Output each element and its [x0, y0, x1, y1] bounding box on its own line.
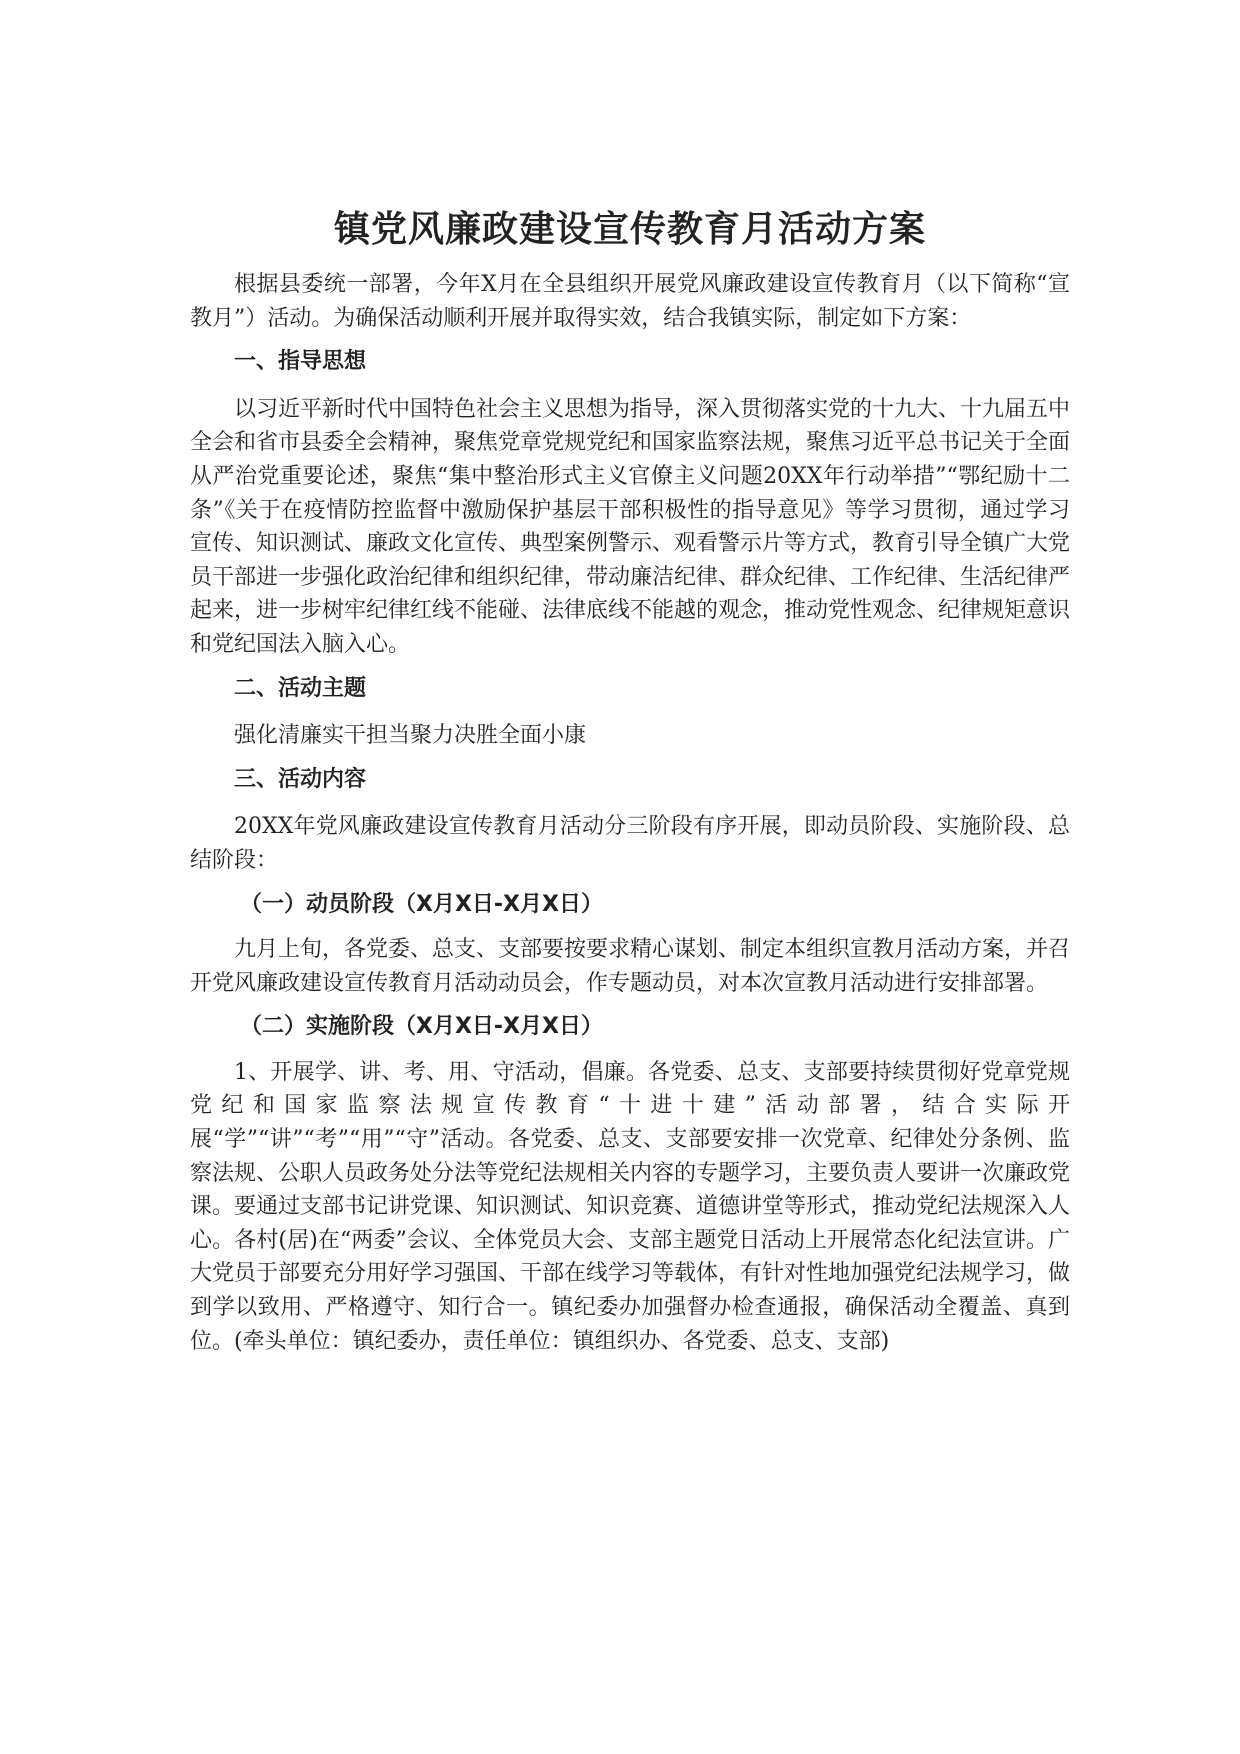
activity-theme-paragraph: 强化清廉实干担当聚力决胜全面小康 [234, 723, 587, 749]
intro-paragraph: 根据县委统一部署，今年X月在全县组织开展党风廉政建设宣传教育月（以下简称“宣教月”）活动。为确保活动顺利开展并取得实效，结合我镇实际，制定如下方案： [190, 272, 1070, 331]
document-body [190, 200, 1070, 1368]
guiding-thought-paragraph: 以习近平新时代中国特色社会主义思想为指导，深入贯彻落实党的十九大、十九届五中全会和省市县委全会精神，聚焦党章党规党纪和国家监察法规，聚焦习近平总书记关于全面从严治党重要论述，聚焦“集中整治形式主义官僚主义问题20XX年行动举措”“鄂纪励十二条”《关于在疫情防控监督中激励保护基层干部积极性的指导意见》等学习贯彻，通过学习宣传、知识测试、廉政文化宣传、典型案例警示、观看警示片等方式，教育引导全镇广大党员干部进一步强化政治纪律和组织纪律，带动廉洁纪律、群众纪律、工作纪律、生活纪律严起来，进一步树牢纪律红线不能碰、法律底线不能越的观念，推动党性观念、纪律规矩意识和党纪国法入脑入心。 [190, 396, 1071, 657]
mobilization-stage-paragraph: 九月上旬，各党委、总支、支部要按要求精心谋划、制定本组织宣教月活动方案，并召开党风廉政建设宣传教育月活动动员会，作专题动员，对本次宣教月活动进行安排部署。 [190, 937, 1071, 996]
subsection-heading-mobilization-stage: （一）动员阶段（X月X日-X月X日） [240, 891, 603, 917]
section-heading-activity-content: 三、活动内容 [234, 766, 367, 792]
section-heading-activity-theme: 二、活动主题 [234, 675, 367, 701]
activity-content-paragraph: 20XX年党风廉政建设宣传教育月活动分三阶段有序开展，即动员阶段、实施阶段、总结阶段： [190, 814, 1070, 873]
subsection-heading-implementation-stage: （二）实施阶段（X月X日-X月X日） [240, 1014, 603, 1040]
document-title: 镇党风廉政建设宣传教育月活动方案 [333, 209, 926, 250]
implementation-item-1-paragraph: 1、开展学、讲、考、用、守活动，倡廉。各党委、总支、支部要持续贯彻好党章党规党纪和国家监察法规宣传教育“十进十建”活动部署，结合实际开展“学”“讲”“考”“用”“守”活动。各党委、总支、支部要安排一次党章、纪律处分条例、监察法规、公职人员政务处分法等党纪法规相关内容的专题学习，主要负责人要讲一次廉政党课。要通过支部书记讲党课、知识测试、知识竞赛、道德讲堂等形式，推动党纪法规深入人心。各村(居)在“两委”会议、全体党员大会、支部主题党日活动上开展常态化纪法宣讲。广大党员于部要充分用好学习强国、干部在线学习等载体，有针对性地加强党纪法规学习，做到学以致用、严格遵守、知行合一。镇纪委办加强督办检查通报，确保活动全覆盖、真到位。(牵头单位：镇纪委办，责任单位：镇组织办、各党委、总支、支部) [190, 1059, 1071, 1354]
section-heading-guiding-thought: 一、指导思想 [234, 349, 367, 375]
